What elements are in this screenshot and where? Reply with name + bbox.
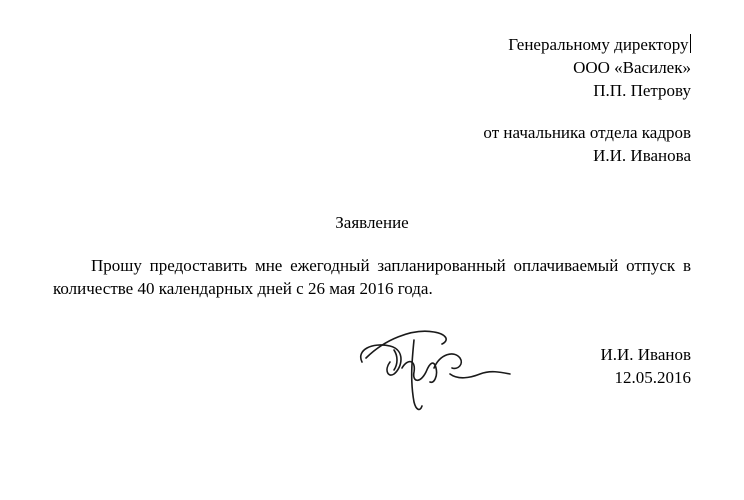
signature-stroke-loop <box>361 345 401 375</box>
sender-position: от начальника отдела кадров <box>483 123 691 142</box>
addressee-block <box>508 33 691 102</box>
signature-stroke-right <box>434 354 461 368</box>
signer-name: И.И. Иванов <box>600 345 691 364</box>
sender-name: И.И. Иванова <box>593 146 691 165</box>
text-cursor <box>690 34 692 53</box>
signature-stroke-tail <box>450 372 510 378</box>
signature-stroke-middle <box>402 362 437 383</box>
document-title: Заявление <box>335 213 409 232</box>
handwritten-signature-icon <box>354 310 514 415</box>
addressee-position-line <box>508 33 691 56</box>
addressee-name: П.П. Петрову <box>593 81 691 100</box>
document-body: Прошу предоставить мне ежегодный запланированный оплачиваемый отпуск в количестве 40 календарных дней с 26 мая 2016 года. <box>53 256 691 298</box>
addressee-position: Генеральному директору <box>508 35 689 54</box>
sender-block <box>483 121 691 167</box>
signer-block <box>600 343 691 389</box>
signature-stroke-hook <box>394 350 397 370</box>
addressee-company: ООО «Василек» <box>573 58 691 77</box>
signing-date: 12.05.2016 <box>614 368 691 387</box>
